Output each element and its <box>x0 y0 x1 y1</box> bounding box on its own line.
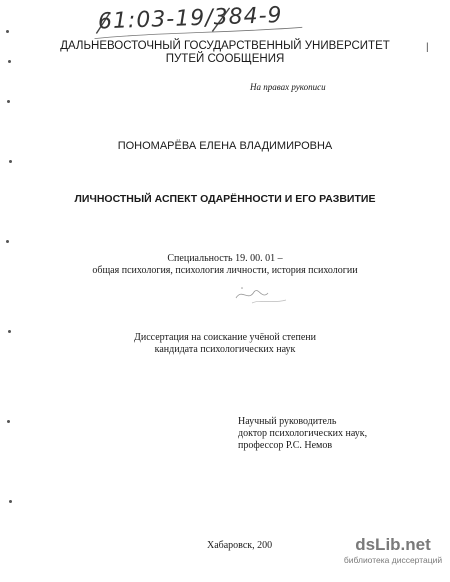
specialty-block <box>0 253 450 277</box>
degree-line-2: кандидата психологических наук <box>154 344 296 355</box>
author-name: ПОНОМАРЁВА ЕЛЕНА ВЛАДИМИРОВНА <box>117 140 333 152</box>
specialty-name: общая психология, психология личности, история психологии <box>92 265 358 276</box>
dslib-watermark <box>338 535 448 575</box>
university-name: ДАЛЬНЕВОСТОЧНЫЙ ГОСУДАРСТВЕННЫЙ УНИВЕРСИТЕТ ПУТЕЙ СООБЩЕНИЯ <box>60 40 390 65</box>
watermark-logo: dsLib.net <box>355 535 431 554</box>
handwritten-archive-number <box>92 2 303 39</box>
advisor-name: профессор Р.С. Немов <box>238 440 333 451</box>
manuscript-rights-note: На правах рукописи <box>250 82 326 92</box>
scientific-advisor-block <box>238 416 367 452</box>
faint-scribble-mark-icon <box>232 284 292 306</box>
city-year: Хабаровск, 200 <box>207 540 273 551</box>
scan-edge-mark-right: | <box>426 42 429 53</box>
archive-number-text: 61:03-19/384-9 <box>97 3 283 35</box>
specialty-code: Специальность 19. 00. 01 – <box>167 253 283 264</box>
scan-edge-marks <box>2 30 16 550</box>
degree-line-1: Диссертация на соискание учёной степени <box>134 332 316 343</box>
advisor-degree: доктор психологических наук, <box>238 428 368 439</box>
advisor-role: Научный руководитель <box>238 416 337 427</box>
dissertation-title: ЛИЧНОСТНЫЙ АСПЕКТ ОДАРЁННОСТИ И ЕГО РАЗВИТИЕ <box>74 193 376 205</box>
dissertation-degree-block <box>0 332 450 356</box>
watermark-subtitle: библиотека диссертаций <box>343 555 443 565</box>
